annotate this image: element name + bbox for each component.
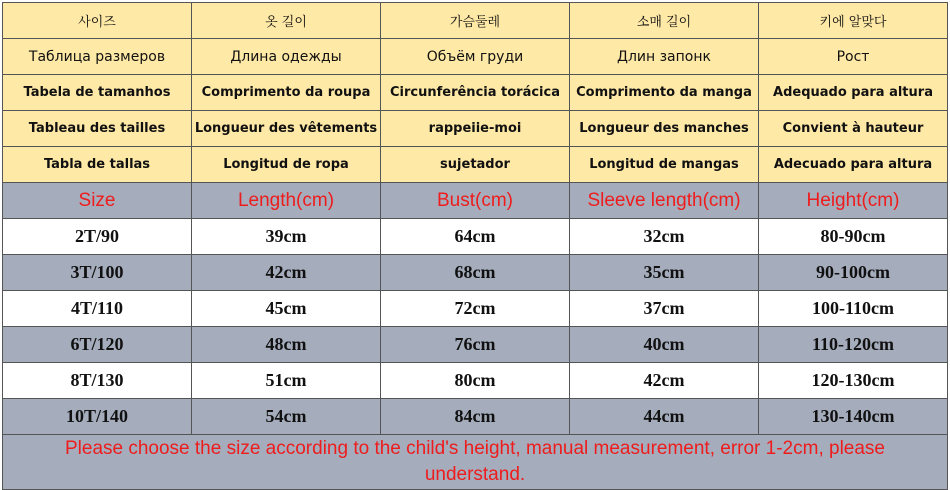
header-cell: sujetador — [381, 147, 570, 183]
sleeve-cell: 37cm — [570, 291, 759, 327]
height-cell: 80-90cm — [759, 219, 948, 255]
height-cell: 110-120cm — [759, 327, 948, 363]
length-cell: 45cm — [192, 291, 381, 327]
header-row-portuguese — [3, 75, 948, 111]
sleeve-cell: 40cm — [570, 327, 759, 363]
header-cell: Circunferência torácica — [381, 75, 570, 111]
header-cell: Объём груди — [381, 39, 570, 75]
size-cell: 10T/140 — [3, 399, 192, 435]
header-row-korean — [3, 3, 948, 39]
header-row-french — [3, 111, 948, 147]
header-cell: Comprimento da manga — [570, 75, 759, 111]
header-cell: 옷 길이 — [192, 3, 381, 39]
table-row — [3, 291, 948, 327]
size-cell: 4T/110 — [3, 291, 192, 327]
table-row — [3, 255, 948, 291]
header-cell: Longitud de mangas — [570, 147, 759, 183]
header-cell: Длин запонк — [570, 39, 759, 75]
header-cell: 사이즈 — [3, 3, 192, 39]
bust-cell: 84cm — [381, 399, 570, 435]
table-row — [3, 219, 948, 255]
header-cell: Tabla de tallas — [3, 147, 192, 183]
bust-cell: 80cm — [381, 363, 570, 399]
table-row — [3, 327, 948, 363]
length-cell: 39cm — [192, 219, 381, 255]
header-cell: Longitud de ropa — [192, 147, 381, 183]
column-header-length: Length(cm) — [192, 183, 381, 219]
measurement-note: Please choose the size according to the child's height, manual measurement, error 1-2cm, please understand. — [3, 435, 948, 490]
header-cell: Длина одежды — [192, 39, 381, 75]
length-cell: 48cm — [192, 327, 381, 363]
size-cell: 2T/90 — [3, 219, 192, 255]
header-cell: Tableau des tailles — [3, 111, 192, 147]
length-cell: 54cm — [192, 399, 381, 435]
header-row-english — [3, 183, 948, 219]
size-cell: 3T/100 — [3, 255, 192, 291]
header-row-russian — [3, 39, 948, 75]
header-cell: Longueur des vêtements — [192, 111, 381, 147]
size-chart-table — [2, 2, 948, 490]
bust-cell: 64cm — [381, 219, 570, 255]
height-cell: 100-110cm — [759, 291, 948, 327]
length-cell: 42cm — [192, 255, 381, 291]
column-header-size: Size — [3, 183, 192, 219]
header-cell: Adecuado para altura — [759, 147, 948, 183]
header-cell: 키에 알맞다 — [759, 3, 948, 39]
height-cell: 90-100cm — [759, 255, 948, 291]
bust-cell: 68cm — [381, 255, 570, 291]
note-row — [3, 435, 948, 490]
size-cell: 6T/120 — [3, 327, 192, 363]
header-cell: Longueur des manches — [570, 111, 759, 147]
sleeve-cell: 42cm — [570, 363, 759, 399]
header-cell: rappeiie-moi — [381, 111, 570, 147]
height-cell: 130-140cm — [759, 399, 948, 435]
sleeve-cell: 35cm — [570, 255, 759, 291]
header-cell: 가슴둘레 — [381, 3, 570, 39]
header-cell: Comprimento da roupa — [192, 75, 381, 111]
header-cell: Adequado para altura — [759, 75, 948, 111]
column-header-bust: Bust(cm) — [381, 183, 570, 219]
header-cell: Tabela de tamanhos — [3, 75, 192, 111]
height-cell: 120-130cm — [759, 363, 948, 399]
table-row — [3, 363, 948, 399]
sleeve-cell: 32cm — [570, 219, 759, 255]
sleeve-cell: 44cm — [570, 399, 759, 435]
bust-cell: 76cm — [381, 327, 570, 363]
header-cell: 소매 길이 — [570, 3, 759, 39]
header-cell: Таблица размеров — [3, 39, 192, 75]
length-cell: 51cm — [192, 363, 381, 399]
table-row — [3, 399, 948, 435]
bust-cell: 72cm — [381, 291, 570, 327]
header-cell: Convient à hauteur — [759, 111, 948, 147]
header-cell: Рост — [759, 39, 948, 75]
column-header-sleeve: Sleeve length(cm) — [570, 183, 759, 219]
column-header-height: Height(cm) — [759, 183, 948, 219]
header-row-spanish — [3, 147, 948, 183]
size-cell: 8T/130 — [3, 363, 192, 399]
